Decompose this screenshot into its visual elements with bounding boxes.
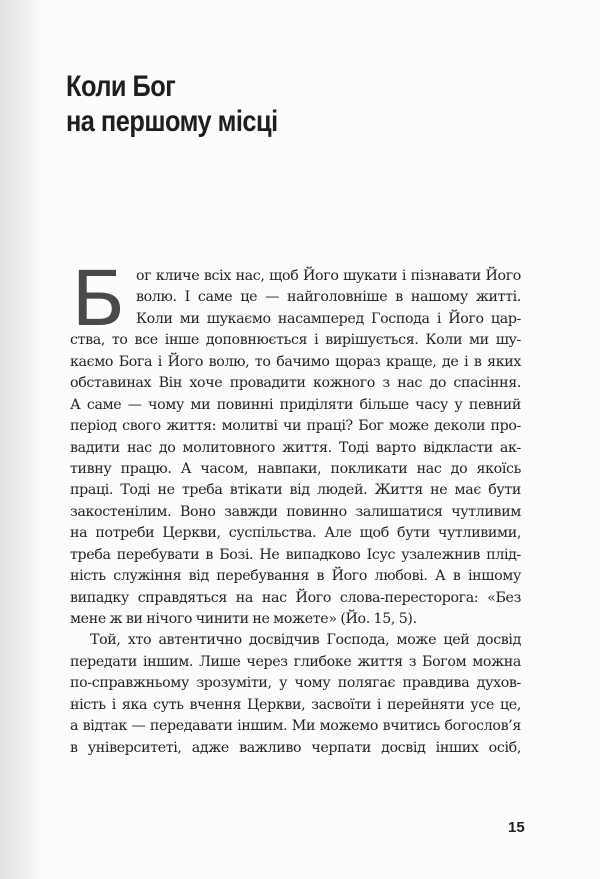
text-line: ог кличе всіх нас, щоб Його шукати і пізнавати Його [136, 268, 521, 284]
text-line: вадити нас до молитовного життя. Тоді варто відкласти ак- [70, 439, 521, 456]
text-line: мене ж ви нічого чинити не можете» (Йо. 15, 5). [70, 611, 417, 627]
text-line: в університеті, адже важливо черпати досвід інших осіб, [70, 739, 521, 756]
drop-cap: Б [71, 254, 126, 343]
text-line: обставинах Він хоче провадити кожного з нас до спасіння. [70, 375, 521, 392]
text-line: на потреби Церкви, суспільства. Але щоб бути чутливими, [70, 525, 521, 542]
text-line: каємо Бога і Його волю, то бачимо щораз краще, де і в яких [70, 353, 521, 370]
chapter-title [66, 69, 278, 139]
text-line: випадку справдяться на нас Його слова-пересторога: «Без [70, 589, 521, 606]
text-line: Коли ми шукаємо насамперед Господа і Його цар- [136, 310, 521, 327]
chapter-title-line-2: на першому місці [66, 105, 278, 138]
text-line: ність служіння від перебування в Його любові. А в іншому [70, 568, 521, 585]
text-line: А саме — чому ми повинні приділяти більше часу у певний [70, 396, 521, 413]
text-line: а відтак — передавати іншим. Ми можемо вчитись богослов’я [70, 718, 521, 735]
text-line: тивну працю. А часом, навпаки, покликати нас до якоїсь [70, 460, 521, 477]
text-line: ність і яка суть вчення Церкви, засвоїти і перейняти усе це, [70, 696, 521, 713]
text-line: треба перебувати в Бозі. Не випадково Ісус узалежнив плід- [70, 546, 521, 563]
text-line: волю. І саме це — найголовніше в нашому житті. [136, 289, 521, 306]
chapter-title-line-1: Коли Бог [66, 70, 176, 103]
text-line: Той, хто автентично досвідчив Господа, може цей досвід [90, 632, 521, 649]
text-line: праці. Тоді не треба втікати від людей. Життя не має бути [70, 482, 521, 499]
body-text [70, 254, 521, 759]
text-line: період свого життя: молитві чи праці? Бог може деколи про- [70, 418, 521, 435]
page-number: 15 [508, 819, 525, 836]
text-line: передати іншим. Лише через глибоке життя з Богом можна [70, 653, 521, 670]
text-line: закостенілим. Воно завжди повинно залишатися чутливим [70, 503, 521, 520]
text-line: ства, то все інше доповнюється і вирішується. Коли ми шу- [70, 332, 521, 349]
text-line: по-справжньому зрозуміти, у чому полягає правдива духов- [70, 675, 521, 692]
page-gutter-shadow [0, 0, 40, 879]
